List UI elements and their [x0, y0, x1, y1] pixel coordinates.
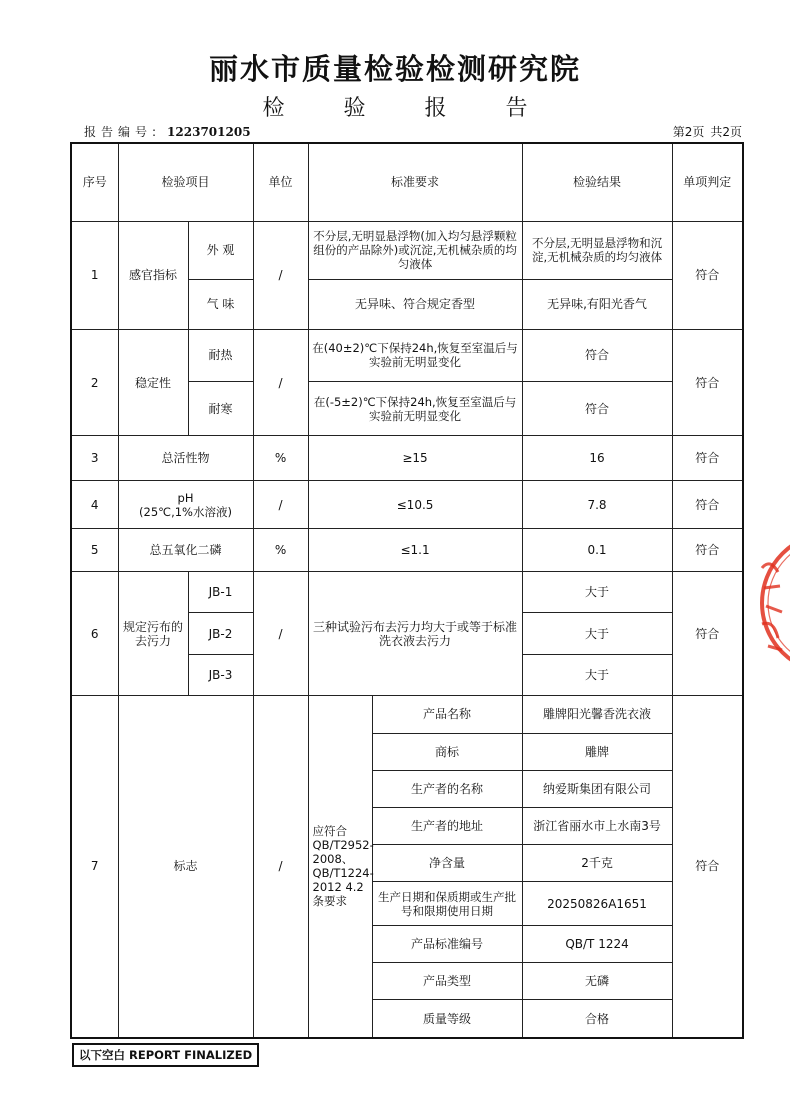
table-row	[71, 436, 743, 481]
report-finalized-note: 以下空白 REPORT FINALIZED	[72, 1043, 259, 1067]
unit-cell: /	[253, 329, 308, 435]
result-cell: 7.8	[522, 481, 672, 529]
col-verdict: 单项判定	[672, 143, 743, 221]
official-seal-stamp	[752, 528, 790, 678]
table-row	[71, 481, 743, 529]
standard-cell: ≤1.1	[308, 529, 522, 572]
seq-cell: 7	[71, 695, 118, 1038]
result-cell: 符合	[522, 329, 672, 381]
unit-cell: %	[253, 529, 308, 572]
seal-icon	[752, 528, 790, 678]
result-cell: 0.1	[522, 529, 672, 572]
detail-value: 无磷	[522, 963, 672, 1000]
seq-cell: 4	[71, 481, 118, 529]
subitem-cell: JB-2	[188, 613, 253, 654]
standard-cell: 在(-5±2)℃下保持24h,恢复至室温后与实验前无明显变化	[308, 382, 522, 436]
institute-title: 丽水市质量检验检测研究院	[208, 52, 581, 86]
detail-label: 净含量	[372, 844, 522, 881]
subitem-cell: JB-1	[188, 572, 253, 613]
result-cell: 16	[522, 436, 672, 481]
page-total: 共2页	[710, 125, 742, 139]
standard-cell: ≤10.5	[308, 481, 522, 529]
detail-label: 质量等级	[372, 1000, 522, 1038]
unit-cell: /	[253, 695, 308, 1038]
col-unit: 单位	[253, 143, 308, 221]
table-row	[71, 572, 743, 613]
verdict-cell: 符合	[672, 221, 743, 329]
col-result: 检验结果	[522, 143, 672, 221]
result-cell: 不分层,无明显悬浮物和沉淀,无机械杂质的均匀液体	[522, 221, 672, 279]
subitem-cell: 耐寒	[188, 382, 253, 436]
seq-cell: 1	[71, 221, 118, 329]
page-current: 第2页	[672, 125, 705, 139]
doc-title: 检 验 报 告	[262, 96, 554, 121]
subitem-cell: 外 观	[188, 221, 253, 279]
item-cell: 感官指标	[118, 221, 188, 329]
subitem-cell: 耐热	[188, 329, 253, 381]
result-cell: 无异味,有阳光香气	[522, 279, 672, 329]
verdict-cell: 符合	[672, 529, 743, 572]
detail-value: QB/T 1224	[522, 926, 672, 963]
detail-value: 雕牌	[522, 733, 672, 770]
detail-value: 雕牌阳光馨香洗衣液	[522, 695, 672, 733]
seq-cell: 5	[71, 529, 118, 572]
subitem-cell: 气 味	[188, 279, 253, 329]
item-cell: 标志	[118, 695, 253, 1038]
verdict-cell: 符合	[672, 481, 743, 529]
item-cell	[118, 481, 253, 529]
table-row	[71, 529, 743, 572]
result-cell: 大于	[522, 613, 672, 654]
seq-cell: 2	[71, 329, 118, 435]
detail-label: 商标	[372, 733, 522, 770]
detail-value: 2千克	[522, 844, 672, 881]
verdict-cell: 符合	[672, 329, 743, 435]
unit-cell: %	[253, 436, 308, 481]
table-row	[71, 695, 743, 733]
verdict-cell: 符合	[672, 695, 743, 1038]
detail-label: 生产者的地址	[372, 807, 522, 844]
item-line-2: (25℃,1%水溶液)	[139, 504, 232, 519]
standard-cell: 无异味、符合规定香型	[308, 279, 522, 329]
report-number-value: 1223701205	[167, 125, 251, 139]
detail-label: 产品名称	[372, 695, 522, 733]
standard-cell: 不分层,无明显悬浮物(加入均匀悬浮颗粒组份的产品除外)或沉淀,无机械杂质的均匀液体	[308, 221, 522, 279]
seq-cell: 6	[71, 572, 118, 695]
detail-value: 合格	[522, 1000, 672, 1038]
header-row	[71, 143, 743, 221]
unit-cell: /	[253, 481, 308, 529]
verdict-cell: 符合	[672, 436, 743, 481]
unit-cell: /	[253, 572, 308, 695]
detail-value: 20250826A1651	[522, 882, 672, 926]
result-cell: 符合	[522, 382, 672, 436]
detail-label: 产品类型	[372, 963, 522, 1000]
detail-value: 浙江省丽水市上水南3号	[522, 807, 672, 844]
result-cell: 大于	[522, 654, 672, 695]
standard-cell: 在(40±2)℃下保持24h,恢复至室温后与实验前无明显变化	[308, 329, 522, 381]
detail-value: 纳爱斯集团有限公司	[522, 770, 672, 807]
unit-cell: /	[253, 221, 308, 329]
verdict-cell: 符合	[672, 572, 743, 695]
table-row	[71, 221, 743, 279]
item-cell: 稳定性	[118, 329, 188, 435]
item-cell: 规定污布的去污力	[118, 572, 188, 695]
item-cell: 总活性物	[118, 436, 253, 481]
detail-label: 生产日期和保质期或生产批号和限期使用日期	[372, 882, 522, 926]
seq-cell: 3	[71, 436, 118, 481]
col-seq: 序号	[71, 143, 118, 221]
page-indicator	[673, 123, 742, 140]
standard-cell: ≥15	[308, 436, 522, 481]
col-standard: 标准要求	[308, 143, 522, 221]
standard-cell: 应符合QB/T2952-2008、QB/T1224-2012 4.2条要求	[308, 695, 372, 1038]
item-line-1: pH	[177, 490, 194, 505]
report-number	[84, 123, 251, 140]
table-row	[71, 329, 743, 381]
detail-label: 生产者的名称	[372, 770, 522, 807]
result-cell: 大于	[522, 572, 672, 613]
col-item: 检验项目	[118, 143, 253, 221]
report-number-label: 报告编号:	[84, 125, 162, 139]
detail-label: 产品标准编号	[372, 926, 522, 963]
inspection-table	[70, 142, 744, 1039]
item-cell: 总五氧化二磷	[118, 529, 253, 572]
standard-cell: 三种试验污布去污力均大于或等于标准洗衣液去污力	[308, 572, 522, 695]
subitem-cell: JB-3	[188, 654, 253, 695]
